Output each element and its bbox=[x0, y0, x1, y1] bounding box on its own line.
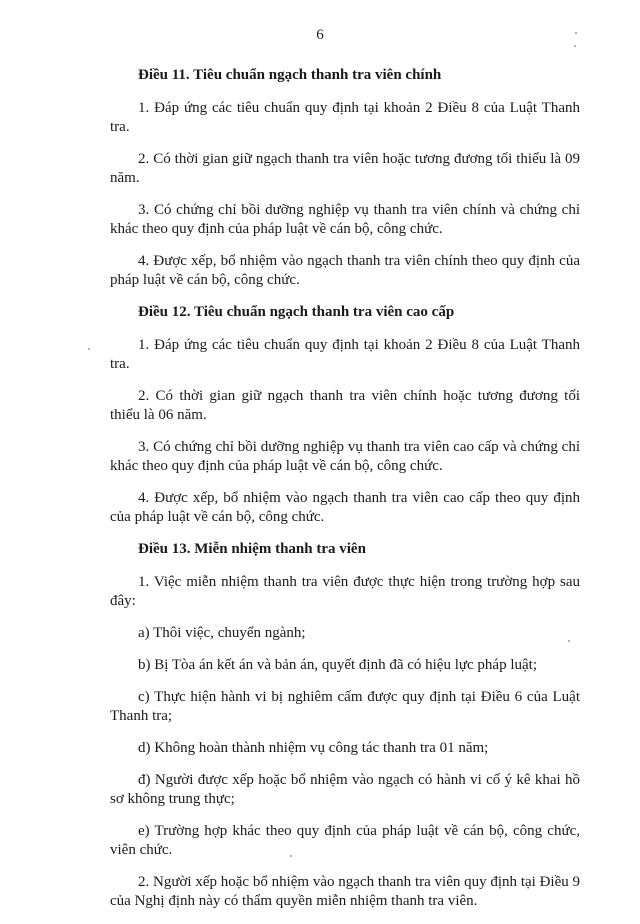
article-heading: Điều 12. Tiêu chuẩn ngạch thanh tra viên cao cấp bbox=[138, 304, 455, 320]
article-paragraph: b) Bị Tòa án kết án và bản án, quyết định đã có hiệu lực pháp luật; bbox=[138, 657, 537, 673]
scan-speck bbox=[574, 45, 576, 47]
page-number: 6 bbox=[316, 27, 324, 43]
article-13 bbox=[110, 540, 580, 911]
article-paragraph: 1. Đáp ứng các tiêu chuẩn quy định tại khoản 2 Điều 8 của Luật Thanh tra. bbox=[110, 100, 580, 135]
article-heading: Điều 13. Miễn nhiệm thanh tra viên bbox=[138, 541, 366, 557]
article-paragraph: 1. Việc miễn nhiệm thanh tra viên được thực hiện trong trường hợp sau đây: bbox=[110, 574, 580, 609]
article-paragraph: e) Trường hợp khác theo quy định của pháp luật về cán bộ, công chức, viên chức. bbox=[110, 823, 580, 858]
document-body bbox=[110, 66, 580, 924]
scan-speck bbox=[290, 855, 292, 857]
article-paragraph: 2. Có thời gian giữ ngạch thanh tra viên chính hoặc tương đương tối thiểu là 06 năm. bbox=[110, 388, 580, 423]
article-paragraph: a) Thôi việc, chuyển ngành; bbox=[138, 625, 306, 641]
article-heading: Điều 11. Tiêu chuẩn ngạch thanh tra viên chính bbox=[138, 67, 442, 83]
scan-speck bbox=[568, 640, 570, 642]
article-paragraph: d) Không hoàn thành nhiệm vụ công tác thanh tra 01 năm; bbox=[138, 740, 489, 756]
article-paragraph: c) Thực hiện hành vi bị nghiêm cấm được quy định tại Điều 6 của Luật Thanh tra; bbox=[110, 689, 580, 724]
article-paragraph: 4. Được xếp, bổ nhiệm vào ngạch thanh tra viên cao cấp theo quy định của pháp luật về cán bộ, công chức. bbox=[110, 490, 580, 525]
article-paragraph: đ) Người được xếp hoặc bổ nhiệm vào ngạch có hành vi cố ý kê khai hồ sơ không trung thực; bbox=[110, 772, 580, 807]
article-paragraph: 1. Đáp ứng các tiêu chuẩn quy định tại khoản 2 Điều 8 của Luật Thanh tra. bbox=[110, 337, 580, 372]
article-paragraph: 2. Có thời gian giữ ngạch thanh tra viên hoặc tương đương tối thiểu là 09 năm. bbox=[110, 151, 580, 186]
article-paragraph: 4. Được xếp, bổ nhiệm vào ngạch thanh tra viên chính theo quy định của pháp luật về cán bộ, công chức. bbox=[110, 253, 580, 288]
article-12 bbox=[110, 303, 580, 527]
article-11 bbox=[110, 66, 580, 290]
article-paragraph: 3. Có chứng chỉ bồi dưỡng nghiệp vụ thanh tra viên chính và chứng chỉ khác theo quy định của pháp luật về cán bộ, công chức. bbox=[110, 202, 580, 237]
article-paragraph: 3. Có chứng chỉ bồi dưỡng nghiệp vụ thanh tra viên cao cấp và chứng chỉ khác theo quy định của pháp luật về cán bộ, công chức. bbox=[110, 439, 580, 474]
scan-speck bbox=[88, 348, 90, 350]
article-paragraph: 2. Người xếp hoặc bổ nhiệm vào ngạch thanh tra viên quy định tại Điều 9 của Nghị định này có thẩm quyền miễn nhiệm thanh tra viên. bbox=[110, 874, 580, 909]
scan-speck bbox=[575, 32, 577, 34]
